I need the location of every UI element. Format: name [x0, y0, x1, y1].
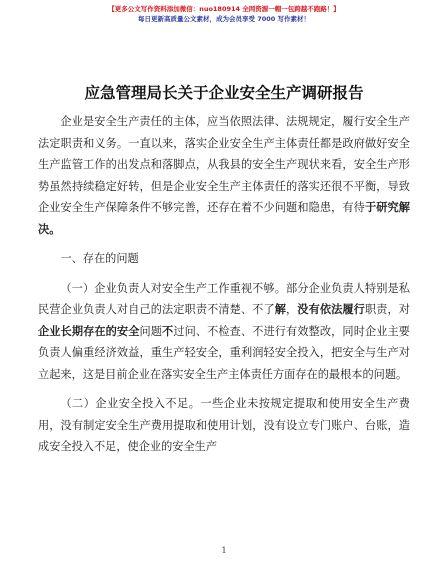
paragraph-problem-2: （二）企业安全投入不足。一些企业未按规定提取和使用安全生产费用，没有制定安全生产费用提取和使用计划，没有设立专门账户、台账，造成安全投入不足，使企业的安全生产: [38, 397, 410, 453]
intro-paragraph: [38, 111, 410, 240]
p1-text-d: 职责，对: [364, 303, 410, 316]
p1-bold-2: 没有依法履行: [297, 302, 365, 316]
intro-text: 企业是安全生产责任的主体，应当依照法律、法规规定，履行安全生产法定职责和义务。一直以来，落实企业安全生产主体责任都是政府做好安全生产监管工作的出发点和落脚点，从我县的安全生产现状来看，安全生产形势虽然持续稳定好转，但是企业安全生产主体责任的落实还很不平衡，导致企业安全生产保障条件不够完善，还存在着不少问题和隐患，有待: [38, 115, 410, 214]
section-heading-problems: 一、存在的问题: [60, 252, 139, 265]
page-number: 1: [221, 546, 227, 555]
promo-banner-line2: 每日更新高质量公文素材，成为会员享受 7000 写作素材！: [137, 15, 311, 23]
p1-bold-4: 不: [162, 323, 174, 338]
p1-text-a: （一）企业负责人对安全生产工作重视不够。部分企业负责人特别是私民营企业负责人对自己的法定职责不清楚、不了: [38, 281, 410, 316]
p1-text-c: ，: [286, 303, 298, 316]
p1-text-f: 过问、不检查、不进行有效整改，同时企业主要负责人偏重经济效益，重生产轻安全，重利润轻安全投入，把安全与生产对立起来，这是目前企业在落实安全生产主体责任方面存在的最根本的问题。: [38, 324, 410, 381]
document-body: [38, 111, 410, 458]
p1-text-e: 问题: [139, 324, 163, 338]
paragraph-problem-1: [38, 278, 410, 386]
document-title: 应急管理局长关于企业安全生产调研报告: [84, 84, 364, 102]
p1-bold-1: 解: [274, 302, 287, 316]
promo-banner-line1: 【更多公文写作资料添加微信：nuo180914 全网资源一帽一包跨越不跑路！】: [108, 5, 340, 13]
intro-text-bold: 于研究解决。: [38, 200, 410, 236]
p1-bold-3: 企业长期存在的安全: [38, 323, 140, 338]
